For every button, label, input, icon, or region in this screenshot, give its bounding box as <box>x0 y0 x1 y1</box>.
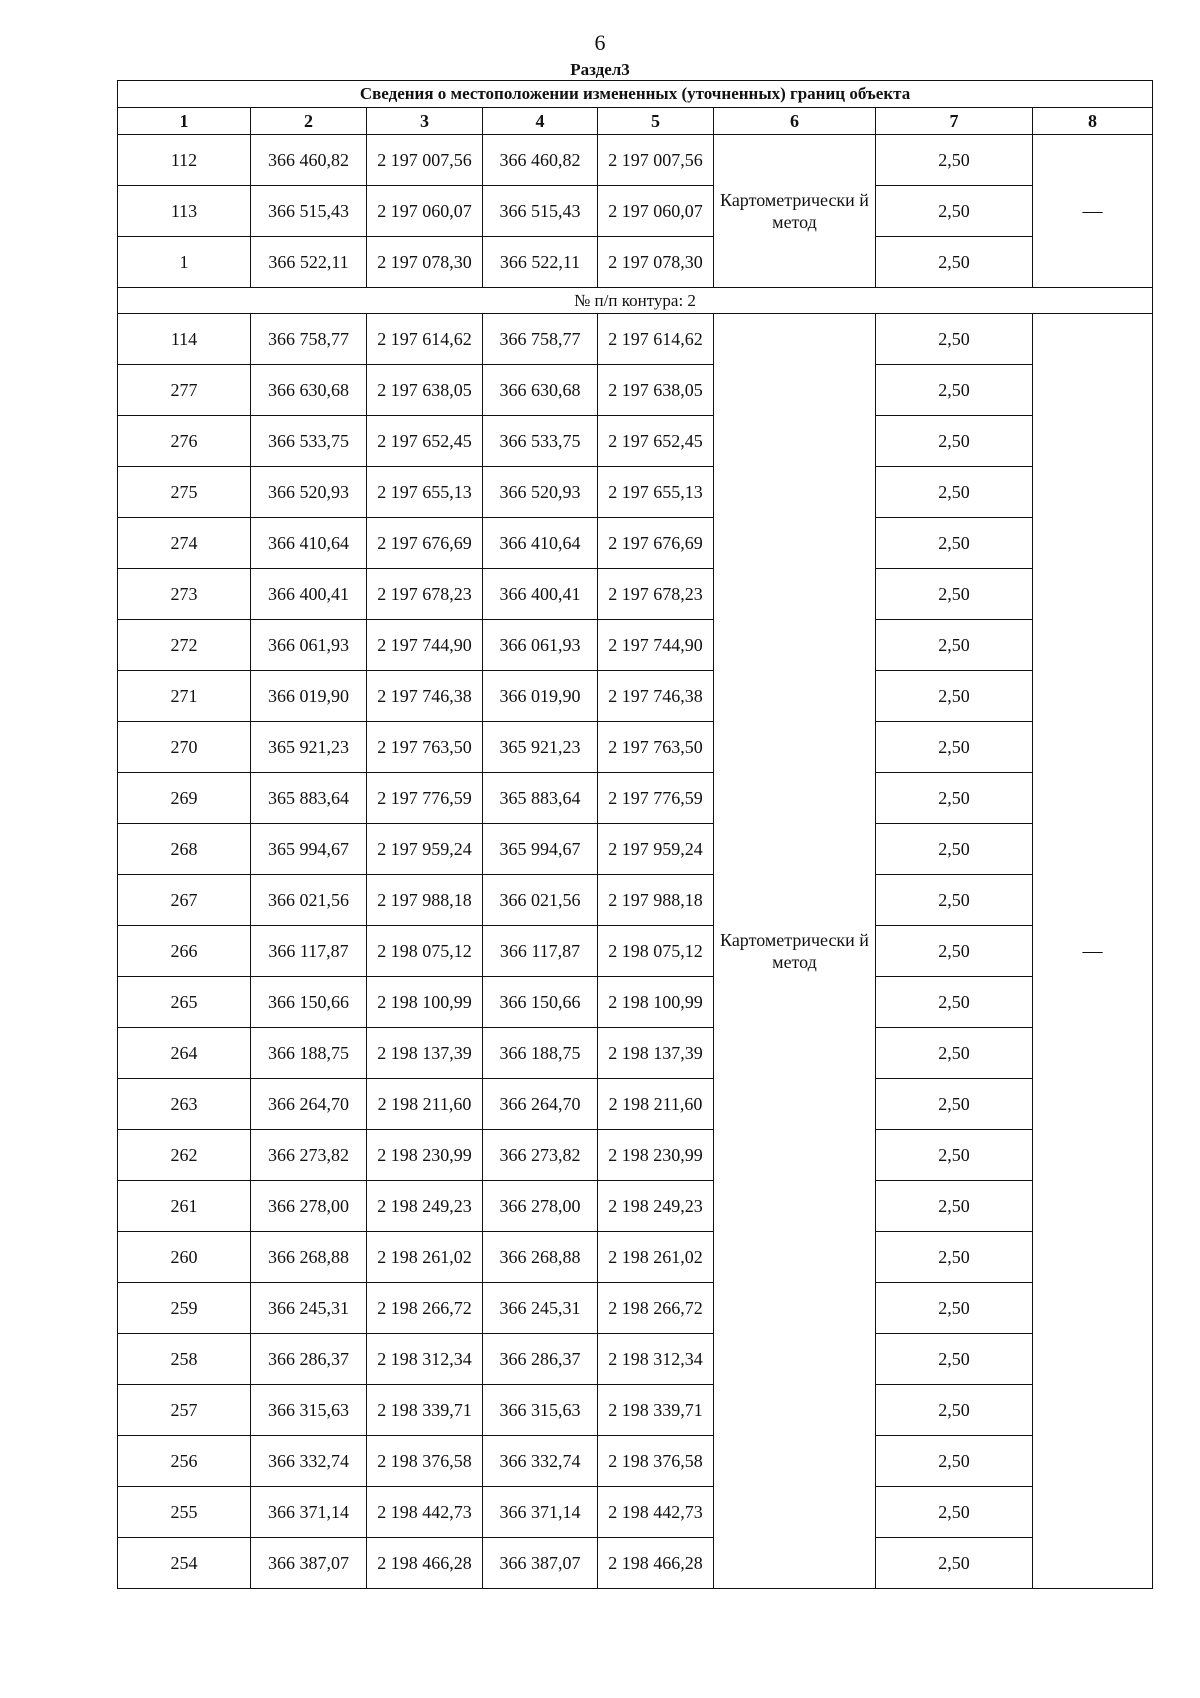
accuracy-cell: 2,50 <box>876 237 1033 288</box>
y-existing-cell: 2 198 312,34 <box>367 1334 483 1385</box>
y-existing-cell: 2 197 776,59 <box>367 773 483 824</box>
accuracy-cell: 2,50 <box>876 977 1033 1028</box>
point-number-cell: 262 <box>118 1130 251 1181</box>
column-header: 7 <box>876 108 1033 135</box>
y-new-cell: 2 198 339,71 <box>598 1385 714 1436</box>
x-new-cell: 366 520,93 <box>483 467 598 518</box>
point-number-cell: 257 <box>118 1385 251 1436</box>
accuracy-cell: 2,50 <box>876 186 1033 237</box>
y-existing-cell: 2 197 007,56 <box>367 135 483 186</box>
table-row <box>118 1538 1153 1589</box>
y-existing-cell: 2 197 078,30 <box>367 237 483 288</box>
y-existing-cell: 2 198 137,39 <box>367 1028 483 1079</box>
point-number-cell: 112 <box>118 135 251 186</box>
point-number-cell: 273 <box>118 569 251 620</box>
y-existing-cell: 2 197 744,90 <box>367 620 483 671</box>
accuracy-cell: 2,50 <box>876 926 1033 977</box>
y-new-cell: 2 197 959,24 <box>598 824 714 875</box>
x-existing-cell: 366 410,64 <box>251 518 367 569</box>
point-number-cell: 254 <box>118 1538 251 1589</box>
table-row <box>118 1385 1153 1436</box>
y-new-cell: 2 198 442,73 <box>598 1487 714 1538</box>
x-new-cell: 365 883,64 <box>483 773 598 824</box>
point-number-cell: 274 <box>118 518 251 569</box>
accuracy-cell: 2,50 <box>876 1181 1033 1232</box>
accuracy-cell: 2,50 <box>876 1436 1033 1487</box>
method-cell: Картометрически й метод <box>714 135 876 288</box>
contour-row <box>118 288 1153 314</box>
y-existing-cell: 2 198 266,72 <box>367 1283 483 1334</box>
y-new-cell: 2 198 211,60 <box>598 1079 714 1130</box>
x-new-cell: 366 400,41 <box>483 569 598 620</box>
table-row <box>118 314 1153 365</box>
table-row <box>118 875 1153 926</box>
x-existing-cell: 366 273,82 <box>251 1130 367 1181</box>
table-row <box>118 926 1153 977</box>
point-number-cell: 276 <box>118 416 251 467</box>
header-row <box>118 108 1153 135</box>
table-row <box>118 467 1153 518</box>
table-row <box>118 365 1153 416</box>
x-new-cell: 366 021,56 <box>483 875 598 926</box>
point-number-cell: 259 <box>118 1283 251 1334</box>
x-existing-cell: 366 460,82 <box>251 135 367 186</box>
point-number-cell: 114 <box>118 314 251 365</box>
table-row <box>118 186 1153 237</box>
y-new-cell: 2 198 466,28 <box>598 1538 714 1589</box>
y-existing-cell: 2 197 638,05 <box>367 365 483 416</box>
x-new-cell: 366 332,74 <box>483 1436 598 1487</box>
point-number-cell: 264 <box>118 1028 251 1079</box>
y-existing-cell: 2 198 211,60 <box>367 1079 483 1130</box>
x-existing-cell: 365 994,67 <box>251 824 367 875</box>
column-header: 2 <box>251 108 367 135</box>
x-existing-cell: 366 371,14 <box>251 1487 367 1538</box>
y-new-cell: 2 197 078,30 <box>598 237 714 288</box>
x-existing-cell: 366 522,11 <box>251 237 367 288</box>
accuracy-cell: 2,50 <box>876 569 1033 620</box>
y-new-cell: 2 197 744,90 <box>598 620 714 671</box>
x-new-cell: 366 410,64 <box>483 518 598 569</box>
y-existing-cell: 2 197 655,13 <box>367 467 483 518</box>
x-existing-cell: 366 400,41 <box>251 569 367 620</box>
point-number-cell: 265 <box>118 977 251 1028</box>
accuracy-cell: 2,50 <box>876 1538 1033 1589</box>
point-number-cell: 255 <box>118 1487 251 1538</box>
x-new-cell: 366 061,93 <box>483 620 598 671</box>
point-number-cell: 263 <box>118 1079 251 1130</box>
x-existing-cell: 366 278,00 <box>251 1181 367 1232</box>
x-new-cell: 366 315,63 <box>483 1385 598 1436</box>
point-number-cell: 258 <box>118 1334 251 1385</box>
y-new-cell: 2 198 266,72 <box>598 1283 714 1334</box>
y-new-cell: 2 197 763,50 <box>598 722 714 773</box>
x-existing-cell: 366 019,90 <box>251 671 367 722</box>
y-existing-cell: 2 198 466,28 <box>367 1538 483 1589</box>
column-header: 5 <box>598 108 714 135</box>
accuracy-cell: 2,50 <box>876 135 1033 186</box>
x-existing-cell: 366 533,75 <box>251 416 367 467</box>
x-new-cell: 366 117,87 <box>483 926 598 977</box>
table-row <box>118 977 1153 1028</box>
x-existing-cell: 366 188,75 <box>251 1028 367 1079</box>
y-existing-cell: 2 197 678,23 <box>367 569 483 620</box>
x-existing-cell: 366 520,93 <box>251 467 367 518</box>
y-existing-cell: 2 197 959,24 <box>367 824 483 875</box>
accuracy-cell: 2,50 <box>876 1232 1033 1283</box>
x-new-cell: 366 371,14 <box>483 1487 598 1538</box>
y-new-cell: 2 198 261,02 <box>598 1232 714 1283</box>
y-existing-cell: 2 198 075,12 <box>367 926 483 977</box>
x-existing-cell: 365 921,23 <box>251 722 367 773</box>
table-row <box>118 1487 1153 1538</box>
table-row <box>118 671 1153 722</box>
point-number-cell: 260 <box>118 1232 251 1283</box>
x-new-cell: 366 522,11 <box>483 237 598 288</box>
y-new-cell: 2 197 060,07 <box>598 186 714 237</box>
x-existing-cell: 366 315,63 <box>251 1385 367 1436</box>
accuracy-cell: 2,50 <box>876 1334 1033 1385</box>
x-new-cell: 366 387,07 <box>483 1538 598 1589</box>
note-cell: — <box>1033 314 1153 1589</box>
point-number-cell: 256 <box>118 1436 251 1487</box>
point-number-cell: 267 <box>118 875 251 926</box>
x-new-cell: 366 515,43 <box>483 186 598 237</box>
column-header: 6 <box>714 108 876 135</box>
y-new-cell: 2 197 007,56 <box>598 135 714 186</box>
column-header: 8 <box>1033 108 1153 135</box>
accuracy-cell: 2,50 <box>876 416 1033 467</box>
x-new-cell: 366 758,77 <box>483 314 598 365</box>
point-number-cell: 270 <box>118 722 251 773</box>
y-existing-cell: 2 198 230,99 <box>367 1130 483 1181</box>
y-new-cell: 2 198 075,12 <box>598 926 714 977</box>
x-new-cell: 366 019,90 <box>483 671 598 722</box>
x-existing-cell: 366 268,88 <box>251 1232 367 1283</box>
point-number-cell: 1 <box>118 237 251 288</box>
accuracy-cell: 2,50 <box>876 773 1033 824</box>
accuracy-cell: 2,50 <box>876 1385 1033 1436</box>
x-new-cell: 366 286,37 <box>483 1334 598 1385</box>
y-new-cell: 2 197 676,69 <box>598 518 714 569</box>
y-existing-cell: 2 197 652,45 <box>367 416 483 467</box>
table-row <box>118 620 1153 671</box>
accuracy-cell: 2,50 <box>876 1028 1033 1079</box>
x-new-cell: 366 273,82 <box>483 1130 598 1181</box>
x-new-cell: 366 264,70 <box>483 1079 598 1130</box>
x-existing-cell: 366 286,37 <box>251 1334 367 1385</box>
accuracy-cell: 2,50 <box>876 620 1033 671</box>
table-row <box>118 1130 1153 1181</box>
x-new-cell: 365 994,67 <box>483 824 598 875</box>
y-new-cell: 2 198 376,58 <box>598 1436 714 1487</box>
y-new-cell: 2 198 312,34 <box>598 1334 714 1385</box>
x-existing-cell: 366 332,74 <box>251 1436 367 1487</box>
table-row <box>118 1181 1153 1232</box>
table-caption: Сведения о местоположении измененных (уточненных) границ объекта <box>118 81 1153 108</box>
x-existing-cell: 366 387,07 <box>251 1538 367 1589</box>
accuracy-cell: 2,50 <box>876 1487 1033 1538</box>
y-new-cell: 2 198 100,99 <box>598 977 714 1028</box>
contour-label: № п/п контура: 2 <box>118 288 1153 314</box>
y-existing-cell: 2 197 614,62 <box>367 314 483 365</box>
y-new-cell: 2 198 137,39 <box>598 1028 714 1079</box>
table-row <box>118 722 1153 773</box>
point-number-cell: 268 <box>118 824 251 875</box>
table-row <box>118 1232 1153 1283</box>
table-row <box>118 416 1153 467</box>
accuracy-cell: 2,50 <box>876 875 1033 926</box>
accuracy-cell: 2,50 <box>876 671 1033 722</box>
note-cell: — <box>1033 135 1153 288</box>
accuracy-cell: 2,50 <box>876 518 1033 569</box>
y-new-cell: 2 198 230,99 <box>598 1130 714 1181</box>
x-existing-cell: 366 021,56 <box>251 875 367 926</box>
accuracy-cell: 2,50 <box>876 365 1033 416</box>
table-row <box>118 824 1153 875</box>
point-number-cell: 272 <box>118 620 251 671</box>
y-new-cell: 2 197 638,05 <box>598 365 714 416</box>
point-number-cell: 261 <box>118 1181 251 1232</box>
boundary-coordinates-table <box>117 80 1153 1589</box>
column-header: 1 <box>118 108 251 135</box>
accuracy-cell: 2,50 <box>876 1283 1033 1334</box>
x-new-cell: 366 533,75 <box>483 416 598 467</box>
y-existing-cell: 2 198 100,99 <box>367 977 483 1028</box>
x-existing-cell: 366 630,68 <box>251 365 367 416</box>
point-number-cell: 113 <box>118 186 251 237</box>
x-new-cell: 366 188,75 <box>483 1028 598 1079</box>
table-row <box>118 1436 1153 1487</box>
y-new-cell: 2 197 776,59 <box>598 773 714 824</box>
table-row <box>118 773 1153 824</box>
x-new-cell: 366 630,68 <box>483 365 598 416</box>
y-existing-cell: 2 198 249,23 <box>367 1181 483 1232</box>
y-existing-cell: 2 198 339,71 <box>367 1385 483 1436</box>
y-new-cell: 2 197 655,13 <box>598 467 714 518</box>
table-row <box>118 237 1153 288</box>
table-row <box>118 518 1153 569</box>
accuracy-cell: 2,50 <box>876 722 1033 773</box>
y-existing-cell: 2 197 746,38 <box>367 671 483 722</box>
x-new-cell: 366 245,31 <box>483 1283 598 1334</box>
y-new-cell: 2 197 678,23 <box>598 569 714 620</box>
table-row <box>118 135 1153 186</box>
y-existing-cell: 2 197 988,18 <box>367 875 483 926</box>
column-header: 4 <box>483 108 598 135</box>
table-row <box>118 1028 1153 1079</box>
y-new-cell: 2 197 652,45 <box>598 416 714 467</box>
table-row <box>118 1334 1153 1385</box>
accuracy-cell: 2,50 <box>876 1130 1033 1181</box>
point-number-cell: 269 <box>118 773 251 824</box>
y-existing-cell: 2 198 261,02 <box>367 1232 483 1283</box>
x-new-cell: 366 268,88 <box>483 1232 598 1283</box>
y-new-cell: 2 197 746,38 <box>598 671 714 722</box>
table-row <box>118 1079 1153 1130</box>
point-number-cell: 266 <box>118 926 251 977</box>
x-new-cell: 366 278,00 <box>483 1181 598 1232</box>
page-number: 6 <box>594 30 606 55</box>
point-number-cell: 277 <box>118 365 251 416</box>
point-number-cell: 275 <box>118 467 251 518</box>
x-existing-cell: 366 515,43 <box>251 186 367 237</box>
section-title: Раздел3 <box>570 60 630 79</box>
x-new-cell: 366 460,82 <box>483 135 598 186</box>
point-number-cell: 271 <box>118 671 251 722</box>
y-new-cell: 2 197 614,62 <box>598 314 714 365</box>
y-existing-cell: 2 198 442,73 <box>367 1487 483 1538</box>
x-existing-cell: 366 758,77 <box>251 314 367 365</box>
x-new-cell: 366 150,66 <box>483 977 598 1028</box>
y-new-cell: 2 197 988,18 <box>598 875 714 926</box>
x-existing-cell: 366 150,66 <box>251 977 367 1028</box>
accuracy-cell: 2,50 <box>876 824 1033 875</box>
x-existing-cell: 365 883,64 <box>251 773 367 824</box>
x-existing-cell: 366 245,31 <box>251 1283 367 1334</box>
table-row <box>118 569 1153 620</box>
y-existing-cell: 2 198 376,58 <box>367 1436 483 1487</box>
accuracy-cell: 2,50 <box>876 467 1033 518</box>
method-cell: Картометрически й метод <box>714 314 876 1589</box>
x-existing-cell: 366 264,70 <box>251 1079 367 1130</box>
table-row <box>118 1283 1153 1334</box>
accuracy-cell: 2,50 <box>876 314 1033 365</box>
y-new-cell: 2 198 249,23 <box>598 1181 714 1232</box>
y-existing-cell: 2 197 763,50 <box>367 722 483 773</box>
x-existing-cell: 366 061,93 <box>251 620 367 671</box>
x-existing-cell: 366 117,87 <box>251 926 367 977</box>
accuracy-cell: 2,50 <box>876 1079 1033 1130</box>
y-existing-cell: 2 197 060,07 <box>367 186 483 237</box>
column-header: 3 <box>367 108 483 135</box>
y-existing-cell: 2 197 676,69 <box>367 518 483 569</box>
x-new-cell: 365 921,23 <box>483 722 598 773</box>
